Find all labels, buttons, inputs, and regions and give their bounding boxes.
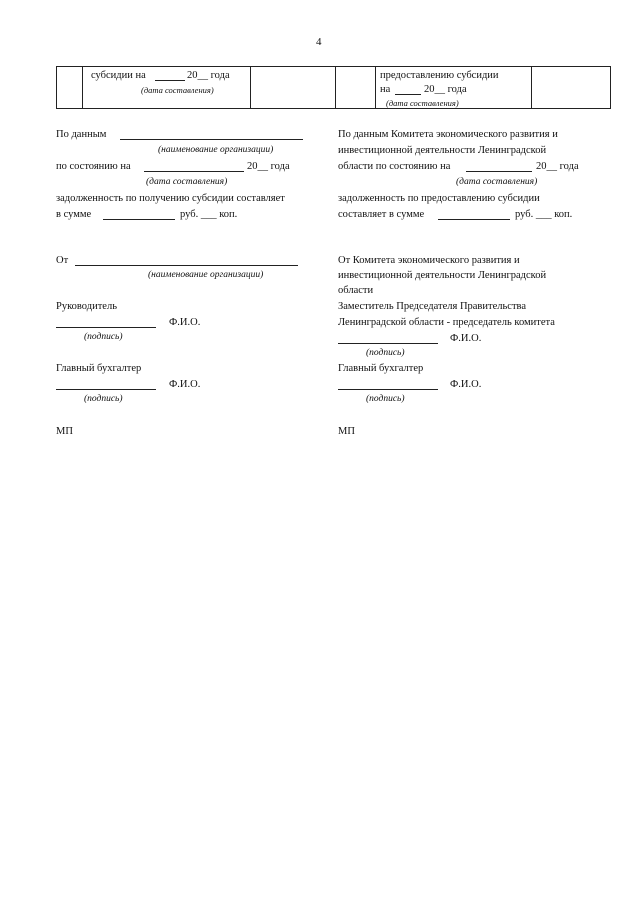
table-cell bbox=[251, 67, 336, 109]
left-head-label: Руководитель bbox=[56, 301, 117, 312]
left-from-caption: (наименование организации) bbox=[148, 270, 264, 280]
right-mp: МП bbox=[338, 426, 355, 437]
left-accountant-sign-caption: (подпись) bbox=[84, 394, 123, 404]
table-cell bbox=[57, 67, 83, 109]
right-state-prefix: области по состоянию на bbox=[338, 161, 451, 172]
table-cell bbox=[376, 67, 532, 109]
signature-line bbox=[338, 389, 438, 390]
right-deputy-sign-caption: (подпись) bbox=[366, 348, 405, 358]
left-from-label: От bbox=[56, 255, 69, 266]
table-right-text-prefix: на bbox=[380, 84, 391, 95]
underline bbox=[395, 94, 421, 95]
table-left-text-prefix: субсидии на bbox=[91, 70, 146, 81]
left-debt-line2-rub: руб. ___ коп. bbox=[180, 209, 238, 220]
left-state-prefix: по состоянию на bbox=[56, 161, 131, 172]
right-by-data-line1: По данным Комитета экономического развития и bbox=[338, 129, 558, 140]
left-debt-line2-prefix: в сумме bbox=[56, 209, 92, 220]
table-cell bbox=[532, 67, 611, 109]
date-line bbox=[144, 171, 244, 172]
signature-line bbox=[56, 327, 156, 328]
right-from-line1: От Комитета экономического развития и bbox=[338, 255, 520, 266]
left-head-fio: Ф.И.О. bbox=[169, 317, 201, 328]
table-right-caption: (дата составления) bbox=[386, 98, 459, 108]
right-deputy-fio: Ф.И.О. bbox=[450, 333, 482, 344]
date-line bbox=[466, 171, 532, 172]
right-state-year: 20__ года bbox=[536, 161, 579, 172]
right-accountant-fio: Ф.И.О. bbox=[450, 379, 482, 390]
right-date-caption: (дата составления) bbox=[456, 177, 538, 187]
table-row bbox=[57, 67, 611, 109]
table-right-text-line1: предоставлению субсидии bbox=[380, 70, 499, 81]
left-by-data-label: По данным bbox=[56, 129, 107, 140]
right-from-line3: области bbox=[338, 285, 374, 296]
left-head-sign-caption: (подпись) bbox=[84, 332, 123, 342]
left-org-caption: (наименование организации) bbox=[158, 145, 274, 155]
left-mp: МП bbox=[56, 426, 73, 437]
signature-line bbox=[56, 389, 156, 390]
table-left-caption: (дата составления) bbox=[141, 85, 214, 95]
page-number: 4 bbox=[316, 36, 322, 48]
table-right-text-year: 20__ года bbox=[424, 84, 467, 95]
right-accountant-label: Главный бухгалтер bbox=[338, 363, 424, 374]
right-debt-line1: задолженность по предоставлению субсидии bbox=[338, 193, 540, 204]
left-date-caption: (дата составления) bbox=[146, 177, 228, 187]
right-from-line2: инвестиционной деятельности Ленинградской bbox=[338, 270, 547, 281]
right-debt-line2-rub: руб. ___ коп. bbox=[515, 209, 573, 220]
left-accountant-fio: Ф.И.О. bbox=[169, 379, 201, 390]
underline bbox=[155, 80, 185, 81]
amount-line bbox=[103, 219, 175, 220]
left-state-year: 20__ года bbox=[247, 161, 290, 172]
left-debt-line1: задолженность по получению субсидии составляет bbox=[56, 193, 285, 204]
table-left-text-year: 20__ года bbox=[187, 70, 230, 81]
org-name-line bbox=[120, 139, 303, 140]
table-fragment bbox=[56, 66, 611, 109]
org-name-line bbox=[75, 265, 298, 266]
right-deputy-line1: Заместитель Председателя Правительства bbox=[338, 301, 527, 312]
right-debt-line2-prefix: составляет в сумме bbox=[338, 209, 425, 220]
signature-line bbox=[338, 343, 438, 344]
table-cell bbox=[336, 67, 376, 109]
right-accountant-sign-caption: (подпись) bbox=[366, 394, 405, 404]
left-accountant-label: Главный бухгалтер bbox=[56, 363, 142, 374]
right-by-data-line2: инвестиционной деятельности Ленинградской bbox=[338, 145, 547, 156]
right-deputy-line2: Ленинградской области - председатель комитета bbox=[338, 317, 555, 328]
table-cell bbox=[83, 67, 251, 109]
amount-line bbox=[438, 219, 510, 220]
